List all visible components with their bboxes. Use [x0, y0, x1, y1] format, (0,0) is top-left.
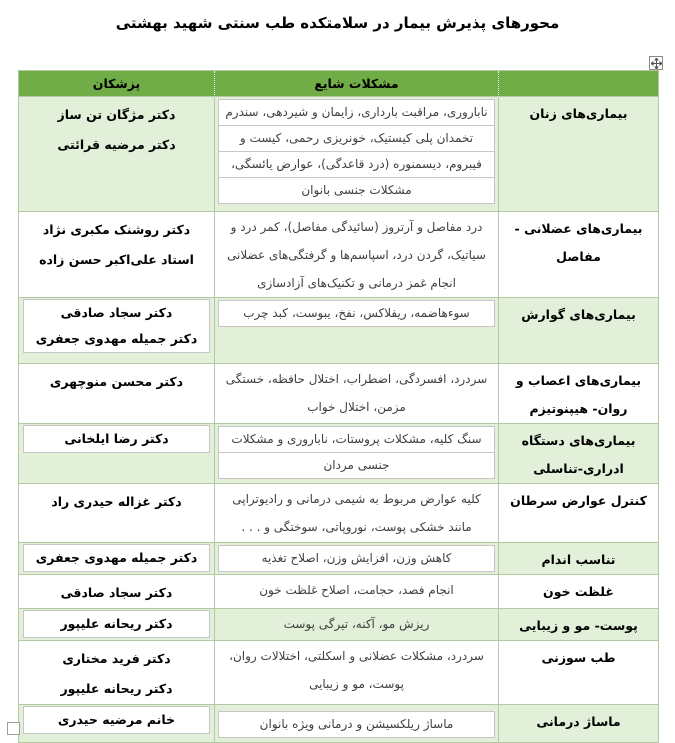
category-cell[interactable]: ماساژ درمانی — [498, 705, 658, 742]
problems-lines — [215, 212, 498, 297]
problems-cell[interactable] — [214, 364, 498, 424]
doctors-cell[interactable] — [19, 575, 214, 609]
document-title[interactable]: محورهای پذیرش بیمار در سلامتکده طب سنتی شهید بهشتی — [115, 14, 560, 32]
doctor-name[interactable]: دکتر محسن منوچهری — [49, 374, 184, 389]
doctor-name[interactable]: دکتر سجاد صادقی — [60, 585, 173, 600]
problems-cell[interactable] — [214, 705, 498, 742]
doctor-name[interactable]: دکتر جمیله مهدوی جعفری — [35, 550, 198, 565]
table-row — [19, 705, 658, 742]
table-row — [19, 641, 658, 705]
doctors-cell[interactable] — [19, 484, 214, 543]
problems-cell[interactable] — [214, 212, 498, 298]
doctor-name[interactable]: دکتر سجاد صادقی — [60, 305, 173, 320]
problem-text-box[interactable]: ناباروری، مراقبت بارداری، زایمان و شیردهی، سندرم — [218, 99, 495, 126]
problems-lines — [215, 99, 498, 204]
problems-cell[interactable] — [214, 97, 498, 212]
category-cell[interactable]: تناسب اندام — [498, 543, 658, 575]
move-arrows-icon — [651, 58, 662, 69]
doctors-cell[interactable] — [19, 212, 214, 298]
problems-lines — [215, 300, 498, 327]
problems-lines — [215, 545, 498, 572]
category-cell[interactable]: بیماری‌های گوارش — [498, 298, 658, 364]
doctors-box — [23, 706, 210, 734]
main-table — [18, 70, 659, 743]
problems-lines — [215, 641, 498, 698]
problems-cell[interactable] — [214, 484, 498, 543]
category-cell[interactable]: پوست- مو و زیبایی — [498, 609, 658, 641]
problems-lines — [215, 426, 498, 479]
doctor-name[interactable]: دکتر ریحانه علیپور — [60, 681, 173, 696]
problems-lines — [215, 575, 498, 604]
doctor-name[interactable]: دکتر ریحانه علیپور — [60, 616, 173, 631]
doctors-cell[interactable] — [19, 364, 214, 424]
problem-text-box[interactable]: مشکلات جنسی بانوان — [218, 177, 495, 204]
doctors-cell[interactable] — [19, 705, 214, 742]
doctors-cell[interactable] — [19, 424, 214, 484]
doctors-box — [23, 299, 210, 353]
problem-text-box[interactable]: جنسی مردان — [218, 452, 495, 479]
problem-text-line[interactable]: انجام غمز درمانی و تکنیک‌های آزادسازی — [257, 276, 456, 290]
doctors-cell[interactable] — [19, 97, 214, 212]
table-row — [19, 484, 658, 543]
table-header-row — [19, 71, 658, 97]
table-row — [19, 97, 658, 212]
doctors-lines — [19, 364, 214, 397]
table-row — [19, 575, 658, 609]
header-category-cell[interactable] — [498, 71, 658, 97]
problem-text-line[interactable]: درد مفاصل و آرتروز (سائیدگی مفاصل)، کمر درد و — [230, 220, 483, 234]
doctor-name[interactable]: دکتر غزاله حیدری راد — [51, 494, 182, 509]
problems-lines — [215, 609, 498, 638]
doctors-box — [23, 425, 210, 453]
doctors-box — [23, 610, 210, 638]
table-row — [19, 212, 658, 298]
problem-text-line[interactable]: مزمن، اختلال خواب — [307, 400, 406, 414]
problems-lines — [215, 364, 498, 421]
doctors-lines — [19, 575, 214, 608]
problem-text-line[interactable]: پوست، مو و زیبایی — [309, 677, 404, 691]
table-row — [19, 424, 658, 484]
problem-text-box[interactable]: سوءهاضمه، ریفلاکس، نفخ، یبوست، کبد چرب — [218, 300, 495, 327]
category-cell[interactable]: بیماری‌های عضلانی - مفاصل — [498, 212, 658, 298]
problem-text-line[interactable]: سردرد، مشکلات عضلانی و اسکلتی، اختلالات روان، — [229, 649, 484, 663]
doctor-name[interactable]: استاد علی‌اکبر حسن زاده — [39, 252, 194, 267]
header-doctors-cell[interactable]: پزشکان — [19, 71, 214, 97]
problem-text-box[interactable]: کاهش وزن، افزایش وزن، اصلاح تغذیه — [218, 545, 495, 572]
doctors-cell[interactable] — [19, 609, 214, 641]
doctors-lines — [19, 97, 214, 160]
doctor-name[interactable]: دکتر روشنک مکبری نژاد — [42, 222, 191, 237]
problem-text-box[interactable]: تخمدان پلی کیستیک، خونریزی رحمی، کیست و — [218, 125, 495, 152]
problem-text-line[interactable]: مانند خشکی پوست، نوروپاتی، سوختگی و . . . — [241, 520, 472, 534]
category-cell[interactable]: غلظت خون — [498, 575, 658, 609]
category-cell[interactable]: بیماری‌های اعصاب و روان- هیپنوتیزم — [498, 364, 658, 424]
problem-text-line[interactable]: سردرد، افسردگی، اضطراب، اختلال حافظه، خستگی — [225, 372, 488, 386]
doctor-name[interactable]: دکتر مرضیه قرائتی — [57, 137, 176, 152]
header-problems-cell[interactable]: مشکلات شایع — [214, 71, 498, 97]
doctors-box — [23, 544, 210, 572]
doctors-lines — [19, 641, 214, 704]
problems-cell[interactable] — [214, 543, 498, 575]
table-row — [19, 543, 658, 575]
problems-lines — [215, 705, 498, 738]
category-cell[interactable]: بیماری‌های زنان — [498, 97, 658, 212]
problem-text-box[interactable]: سنگ کلیه، مشکلات پروستات، ناباروری و مشکلات — [218, 426, 495, 453]
table-row — [19, 364, 658, 424]
doctor-name[interactable]: دکتر رضا ایلخانی — [64, 431, 169, 446]
doctor-name[interactable]: دکتر جمیله مهدوی جعفری — [35, 331, 198, 346]
problems-lines — [215, 484, 498, 541]
doctor-name[interactable]: دکتر مژگان تن ساز — [57, 107, 176, 122]
doctors-lines — [19, 212, 214, 275]
problem-text-line[interactable]: انجام فصد، حجامت، اصلاح غلظت خون — [259, 583, 454, 597]
problem-text-box[interactable]: فیبروم، دیسمنوره (درد قاعدگی)، عوارض یائسگی، — [218, 151, 495, 178]
table-row — [19, 298, 658, 364]
problems-cell[interactable] — [214, 609, 498, 641]
table-resize-handle[interactable] — [7, 722, 20, 735]
problems-cell[interactable] — [214, 575, 498, 609]
doctor-name[interactable]: دکتر فرید مختاری — [62, 651, 171, 666]
category-cell[interactable]: بیماری‌های دستگاه ادراری-تناسلی — [498, 424, 658, 484]
problem-text-line[interactable]: ریزش مو، آکنه، تیرگی پوست — [283, 617, 430, 631]
doctors-cell[interactable] — [19, 298, 214, 364]
problem-text-line[interactable]: کلیه عوارض مربوط به شیمی درمانی و رادیوتراپی — [232, 492, 481, 506]
problem-text-box[interactable]: ماساژ ریلکسیشن و درمانی ویژه بانوان — [218, 711, 495, 738]
problem-text-line[interactable]: سیاتیک، گردن درد، اسپاسم‌ها و گرفتگی‌های عضلانی — [227, 248, 486, 262]
doctor-name[interactable]: خانم مرضیه حیدری — [57, 712, 176, 727]
problems-cell[interactable] — [214, 641, 498, 705]
doctors-cell[interactable] — [19, 543, 214, 575]
table-move-handle[interactable] — [649, 56, 663, 70]
problems-cell[interactable] — [214, 424, 498, 484]
doctors-cell[interactable] — [19, 641, 214, 705]
problems-cell[interactable] — [214, 298, 498, 364]
category-cell[interactable]: کنترل عوارض سرطان — [498, 484, 658, 543]
doctors-lines — [19, 484, 214, 517]
table-row — [19, 609, 658, 641]
category-cell[interactable]: طب سوزنی — [498, 641, 658, 705]
